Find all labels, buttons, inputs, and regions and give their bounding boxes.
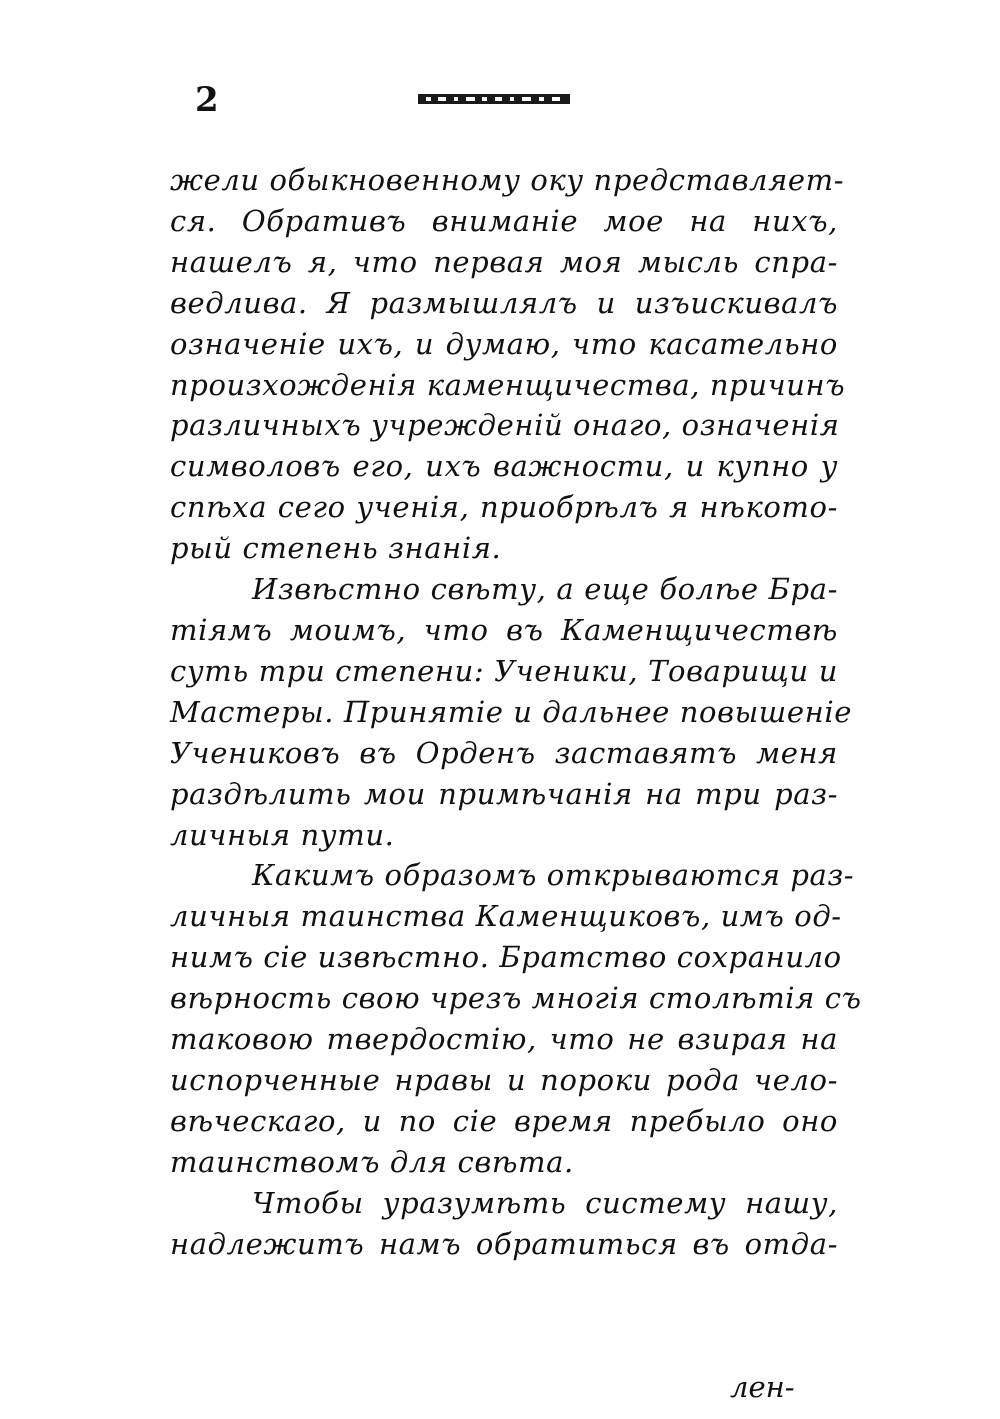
- text-line: суть три степени: Ученики, Товарищи и: [170, 653, 838, 688]
- header-ornament: [418, 92, 570, 106]
- text-line: таинствомъ для свѣта.: [170, 1144, 574, 1179]
- text-line: жели обыкновенному оку представляет-: [170, 163, 845, 197]
- text-line: нашелъ я, что первая моя мысль спра-: [170, 244, 838, 279]
- text-line: Чтобы уразумѣть систему нашу,: [252, 1185, 838, 1220]
- text-line: вѣческаго, и по сіе время пребыло оно: [170, 1103, 838, 1138]
- text-line: личныя таинства Каменщиковъ, имъ од-: [170, 899, 842, 934]
- text-line: тіямъ моимъ, что въ Каменщичествѣ: [170, 612, 838, 647]
- text-line: нимъ сіе извѣстно. Братство сохранило: [170, 940, 842, 975]
- text-line: различныхъ учрежденій онаго, означенія: [170, 408, 840, 443]
- text-line: Извѣстно свѣту, а еще болѣе Бра-: [252, 572, 838, 607]
- text-line: символовъ его, ихъ важности, и купно у: [170, 449, 838, 484]
- text-line: рый степень знанія.: [170, 531, 502, 566]
- page-number: 2: [195, 80, 219, 120]
- text-line: Учениковъ въ Орденъ заставятъ меня: [170, 735, 838, 770]
- text-line: таковою твердостію, что не взирая на: [170, 1022, 838, 1057]
- text-line: Какимъ образомъ открываются раз-: [252, 858, 855, 893]
- text-line: ся. Обративъ вниманіе мое на нихъ,: [170, 203, 838, 238]
- text-line: надлежитъ намъ обратиться въ отда-: [170, 1226, 838, 1261]
- text-line: ведлива. Я размышлялъ и изъискивалъ: [170, 285, 838, 320]
- text-line: раздѣлить мои примѣчанія на три раз-: [170, 776, 838, 811]
- text-line: Мастеры. Принятіе и дальнее повышеніе: [170, 694, 852, 729]
- catchword: лен-: [730, 1370, 795, 1404]
- text-line: личныя пути.: [170, 817, 395, 852]
- text-line: произхожденія каменщичества, причинъ: [170, 367, 846, 402]
- text-line: вѣрность свою чрезъ многія столѣтія съ: [170, 981, 862, 1016]
- text-line: испорченные нравы и пороки рода чело-: [170, 1062, 838, 1097]
- text-line: означеніе ихъ, и думаю, что касательно: [170, 326, 838, 361]
- text-line: спѣха сего ученія, приобрѣлъ я нѣкото-: [170, 490, 838, 525]
- body-text: [170, 160, 862, 1264]
